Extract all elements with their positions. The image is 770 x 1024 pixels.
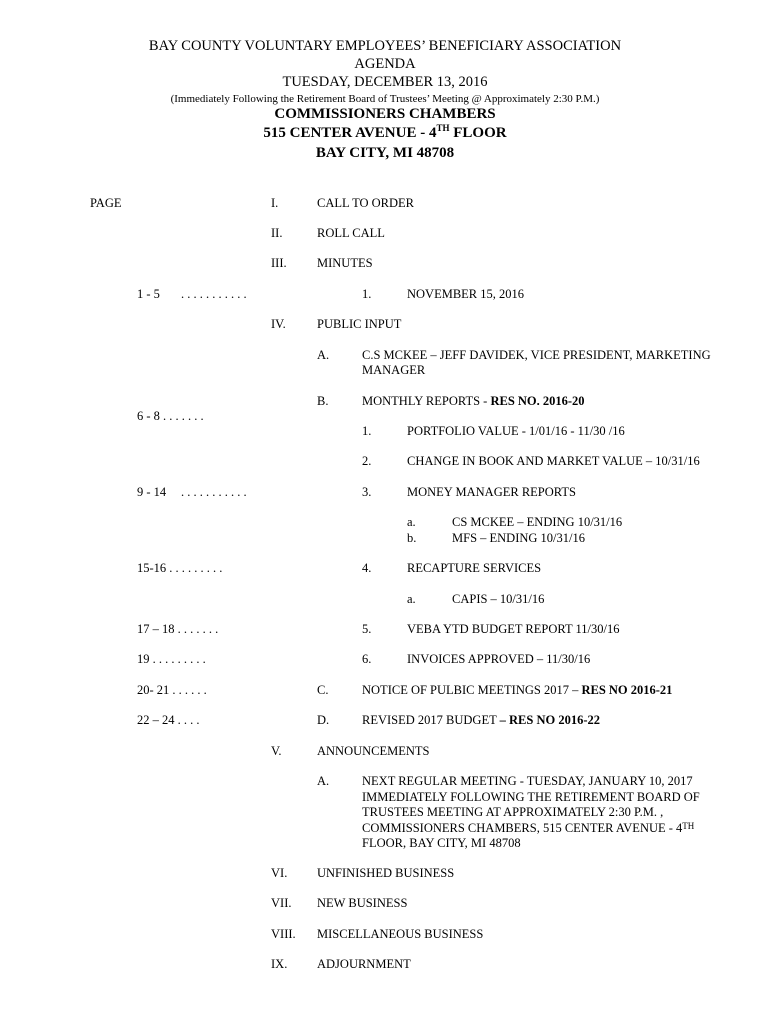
section-number: IV.	[271, 317, 286, 331]
meeting-place: COMMISSIONERS CHAMBERS	[274, 106, 496, 122]
section-number: I.	[271, 196, 279, 210]
address-superscript: TH	[682, 821, 695, 831]
section-title: PUBLIC INPUT	[317, 317, 402, 331]
item-number: 1.	[362, 287, 372, 301]
meeting-note: (Immediately Following the Retirement Board of Trustees’ Meeting @ Approximately 2:30 P.M.)	[170, 93, 600, 105]
page-reference: 22 – 24 . . . .	[137, 713, 200, 727]
subsection-title	[362, 712, 600, 728]
page-reference: 9 - 14	[137, 485, 167, 499]
item-title: INVOICES APPROVED – 11/30/16	[407, 652, 591, 666]
section-title: NEW BUSINESS	[317, 896, 408, 910]
section-number: II.	[271, 226, 283, 240]
meeting-date: TUESDAY, DECEMBER 13, 2016	[282, 74, 488, 90]
section-title: ADJOURNMENT	[317, 957, 411, 971]
subitem-letter: a.	[407, 515, 416, 529]
section-title: ROLL CALL	[317, 226, 385, 240]
subitem-letter: b.	[407, 531, 417, 545]
section-title: MINUTES	[317, 256, 373, 270]
subitem-title: CS MCKEE – ENDING 10/31/16	[452, 515, 623, 529]
page-reference: 19 . . . . . . . . .	[137, 652, 206, 666]
subitem-title: CAPIS – 10/31/16	[452, 592, 545, 606]
item-title: RECAPTURE SERVICES	[407, 561, 542, 575]
subsection-title-continued: MANAGER	[362, 363, 426, 377]
page-reference: 1 - 5	[137, 287, 160, 301]
leader-dots: . . . . . . . . . . .	[181, 287, 247, 301]
leader-dots: . . . . . . . . . . .	[181, 485, 247, 499]
section-number: IX.	[271, 957, 288, 971]
subitem-letter: a.	[407, 592, 416, 606]
subitem-title: MFS – ENDING 10/31/16	[452, 531, 585, 545]
item-number: 1.	[362, 424, 372, 438]
announcement-line: FLOOR, BAY CITY, MI 48708	[362, 836, 521, 850]
subsection-title-text: NOTICE OF PULBIC MEETINGS 2017 –	[362, 683, 582, 697]
resolution-number: RES NO. 2016-20	[490, 394, 585, 408]
item-number: 3.	[362, 485, 372, 499]
item-number: 5.	[362, 622, 372, 636]
section-number: V.	[271, 744, 282, 758]
subsection-title	[362, 682, 672, 698]
announcement-line: IMMEDIATELY FOLLOWING THE RETIREMENT BOARD OF	[362, 790, 700, 804]
organization-title: BAY COUNTY VOLUNTARY EMPLOYEES’ BENEFICIARY ASSOCIATION	[148, 38, 622, 54]
item-number: 4.	[362, 561, 372, 575]
page-column-label: PAGE	[90, 196, 122, 210]
meeting-city: BAY CITY, MI 48708	[315, 145, 455, 161]
item-title: VEBA YTD BUDGET REPORT 11/30/16	[407, 622, 620, 636]
resolution-number: – RES NO 2016-22	[499, 713, 600, 727]
subsection-letter: A.	[317, 774, 330, 788]
item-title: CHANGE IN BOOK AND MARKET VALUE – 10/31/16	[407, 454, 700, 468]
section-number: VII.	[271, 896, 292, 910]
section-title: MISCELLANEOUS BUSINESS	[317, 927, 484, 941]
item-title: MONEY MANAGER REPORTS	[407, 485, 576, 499]
subsection-title	[362, 393, 585, 409]
item-number: 2.	[362, 454, 372, 468]
section-title: UNFINISHED BUSINESS	[317, 866, 455, 880]
subsection-letter: D.	[317, 713, 330, 727]
item-number: 6.	[362, 652, 372, 666]
announcement-line: TRUSTEES MEETING AT APPROXIMATELY 2:30 P.M. ,	[362, 805, 664, 819]
page-reference: 6 - 8 . . . . . . .	[137, 409, 204, 423]
address-floor: FLOOR	[449, 125, 507, 141]
page-reference: 15-16 . . . . . . . . .	[137, 561, 223, 575]
announcement-line: NEXT REGULAR MEETING - TUESDAY, JANUARY 10, 2017	[362, 774, 693, 788]
page-reference: 20- 21 . . . . . .	[137, 683, 207, 697]
announcement-line	[362, 820, 694, 836]
address-superscript: TH	[436, 123, 450, 133]
page-reference: 17 – 18 . . . . . . .	[137, 622, 219, 636]
subsection-letter: C.	[317, 683, 329, 697]
section-number: III.	[271, 256, 287, 270]
resolution-number: RES NO 2016-21	[581, 683, 673, 697]
section-title: CALL TO ORDER	[317, 196, 414, 210]
subsection-title: C.S MCKEE – JEFF DAVIDEK, VICE PRESIDENT, MARKETING	[362, 348, 711, 362]
address-text: 515 CENTER AVENUE - 4	[263, 125, 437, 141]
item-title: NOVEMBER 15, 2016	[407, 287, 525, 301]
subsection-letter: A.	[317, 348, 330, 362]
section-number: VIII.	[271, 927, 296, 941]
subsection-letter: B.	[317, 394, 329, 408]
item-title: PORTFOLIO VALUE - 1/01/16 - 11/30 /16	[407, 424, 625, 438]
section-number: VI.	[271, 866, 288, 880]
section-title: ANNOUNCEMENTS	[317, 744, 430, 758]
subsection-title-text: REVISED 2017 BUDGET	[362, 713, 500, 727]
agenda-title: AGENDA	[354, 56, 416, 72]
meeting-address	[0, 125, 770, 142]
subsection-title-text: MONTHLY REPORTS -	[362, 394, 491, 408]
announcement-address: COMMISSIONERS CHAMBERS, 515 CENTER AVENUE - 4	[362, 821, 683, 835]
